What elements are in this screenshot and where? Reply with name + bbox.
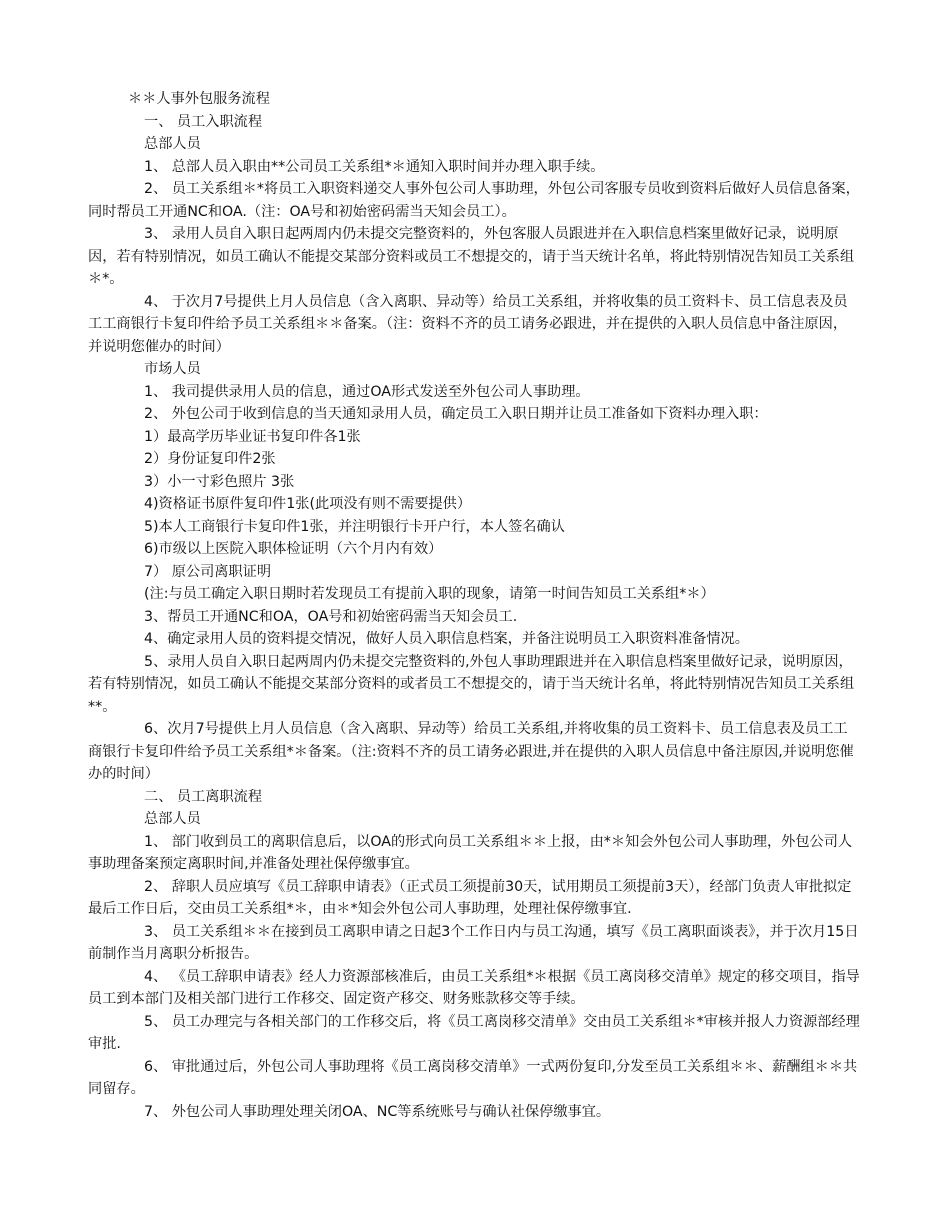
paragraph: 7、 外包公司人事助理处理关闭OA、NC等系统账号与确认社保停缴事宜。 [144, 1103, 611, 1120]
paragraph: 4、确定录用人员的资料提交情况，做好人员入职信息档案，并备注说明员工入职资料准备情况。 [144, 631, 749, 647]
list-item: 2）身份证复印件2张 [144, 451, 276, 467]
paragraph: 4、 于次月7号提供上月人员信息（含入离职、异动等）给员工关系组，并将收集的员工资料卡、员工信息表及员工工商银行卡复印件给予员工关系组＊＊备案。（注：资料不齐的员工请务必跟进，并在提供的入职人员信息中备注原因，并说明您催办的时间） [88, 293, 848, 355]
paragraph: 2、 员工关系组＊*将员工入职资料递交人事外包公司人事助理，外包公司客服专员收到资料后做好人员信息备案，同时帮员工开通NC和OA.（注：OA号和初始密码需当天知会员工）。 [88, 181, 860, 220]
paragraph: 4、 《员工辞职申请表》经人力资源部核准后，由员工关系组*＊根据《员工离岗移交清单》规定的移交项目，指导员工到本部门及相关部门进行工作移交、固定资产移交、财务账款移交等手续。 [88, 968, 860, 1007]
section-heading-onboarding: 一、 员工入职流程 [144, 113, 263, 130]
list-item: 4)资格证书原件复印件1张(此项没有则不需要提供） [144, 496, 472, 512]
list-item: 7） 原公司离职证明 [144, 563, 272, 580]
document-body [88, 88, 860, 1123]
list-item: 3）小一寸彩色照片 3张 [144, 473, 295, 490]
list-item: 6)市级以上医院入职体检证明（六个月内有效） [144, 541, 443, 557]
paragraph: 1、 我司提供录用人员的信息，通过OA形式发送至外包公司人事助理。 [144, 383, 590, 400]
subheading-hq-offboarding: 总部人员 [144, 811, 201, 827]
subheading-market-onboarding: 市场人员 [144, 361, 201, 377]
paragraph: 1、 部门收到员工的离职信息后，以OA的形式向员工关系组＊＊上报，由*＊知会外包公司人事助理，外包公司人事助理备案预定离职时间,并准备处理社保停缴事宜。 [88, 833, 853, 872]
list-item: 5)本人工商银行卡复印件1张，并注明银行卡开户行，本人签名确认 [144, 518, 565, 535]
paragraph: 3、 录用人员自入职日起两周内仍未提交完整资料的，外包客服人员跟进并在入职信息档案里做好记录，说明原因，若有特别情况，如员工确认不能提交某部分资料或员工不想提交的，请于当天统计名单，将此特别情况告知员工关系组＊*。 [88, 226, 855, 287]
paragraph: 6、次月7号提供上月人员信息（含入离职、异动等）给员工关系组,并将收集的员工资料卡、员工信息表及员工工商银行卡复印件给予员工关系组*＊备案。（注:资料不齐的员工请务必跟进,并在提供的入职人员信息中备注原因,并说明您催办的时间） [88, 721, 854, 782]
paragraph: 3、 员工关系组＊＊在接到员工离职申请之日起3个工作日内与员工沟通，填写《员工离职面谈表》，并于次月15日前制作当月离职分析报告。 [88, 923, 859, 962]
paragraph: 2、 外包公司于收到信息的当天通知录用人员，确定员工入职日期并让员工准备如下资料办理入职： [144, 406, 768, 422]
list-item: 1）最高学历毕业证书复印件各1张 [144, 428, 361, 445]
paragraph: 5、录用人员自入职日起两周内仍未提交完整资料的,外包人事助理跟进并在入职信息档案里做好记录，说明原因，若有特别情况，如员工确认不能提交某部分资料的或者员工不想提交的，请于当天统计名单，将此特别情况告知员工关系组**。 [88, 653, 855, 715]
paragraph: 5、 员工办理完与各相关部门的工作移交后，将《员工离岗移交清单》交由员工关系组＊*审核并报人力资源部经理审批. [88, 1013, 860, 1052]
subheading-hq-onboarding: 总部人员 [144, 136, 201, 152]
paragraph: 6、 审批通过后，外包公司人事助理将《员工离岗移交清单》一式两份复印,分发至员工关系组＊＊、薪酬组＊＊共同留存。 [88, 1058, 858, 1097]
paragraph: 1、 总部人员入职由**公司员工关系组*＊通知入职时间并办理入职手续。 [144, 158, 605, 175]
paragraph: 2、 辞职人员应填写《员工辞职申请表》（正式员工须提前30天，试用期员工须提前3天），经部门负责人审批拟定最后工作日后，交由员工关系组*＊，由＊*知会外包公司人事助理，处理社保停缴事宜. [88, 878, 852, 917]
list-item: 3、帮员工开通NC和OA，OA号和初始密码需当天知会员工. [144, 608, 518, 625]
note-line: (注:与员工确定入职日期时若发现员工有提前入职的现象，请第一时间告知员工关系组*＊） [144, 586, 715, 602]
section-heading-offboarding: 二、 员工离职流程 [144, 788, 263, 805]
document-title: ＊＊人事外包服务流程 [128, 91, 270, 107]
